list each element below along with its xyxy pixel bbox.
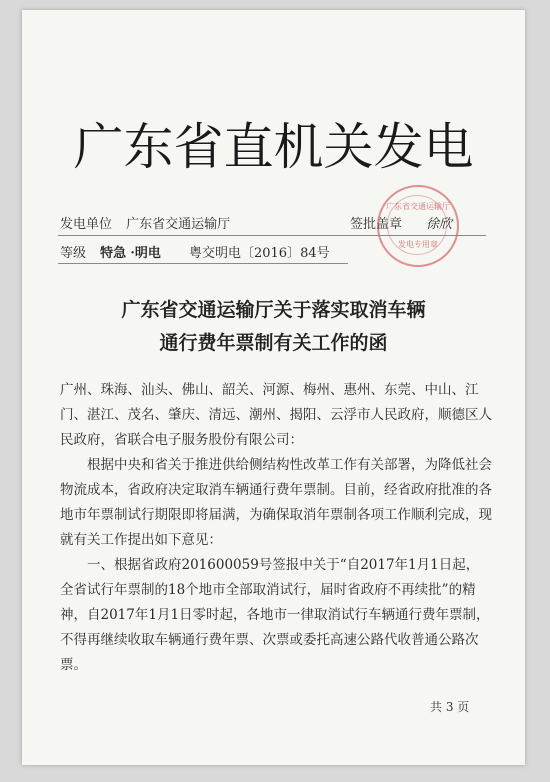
sender-label: 发电单位 — [60, 217, 113, 232]
sender-value: 广东省交通运输厅 — [126, 217, 231, 232]
document-page — [22, 10, 525, 765]
paragraph-2: 一、根据省政府201600059号签报中关于“自2017年1月1日起，全省试行年票制的18个地市全部取消试行，届时省政府不再续批”的精神，自2017年1月1日零时起，各地市一律取消试行车辆通行费年票制，不得再继续收取车辆通行费年票、次票或委托高速公路代收普通公路次票。 — [60, 557, 490, 673]
doc-title-line1: 广东省交通运输厅关于落实取消车辆 — [121, 299, 426, 321]
doc-title-line2: 通行费年票制有关工作的函 — [159, 332, 388, 354]
seal-text-top: 广东省交通运输厅 — [386, 202, 450, 211]
meta-divider-1 — [58, 235, 486, 236]
paragraph-1: 根据中央和省关于推进供给侧结构性改革工作有关部署，为降低社会物流成本，省政府决定取消车辆通行费年票制。目前，经省政府批准的各地市年票制试行期限即将届满，为确保取消年票制各项工作顺利完成，现就有关工作提出如下意见： — [60, 457, 492, 548]
sender-row — [60, 213, 240, 232]
page-count: 共 3 页 — [430, 700, 470, 714]
grade-type: ·明电 — [130, 246, 161, 261]
recipients: 广州、珠海、汕头、佛山、韶关、河源、梅州、惠州、东莞、中山、江门、湛江、茂名、肇庆、清远、潮州、揭阳、云浮市人民政府，顺德区人民政府，省联合电子服务股份有限公司： — [60, 382, 492, 448]
doc-number: 粤交明电〔2016〕84号 — [188, 246, 330, 261]
seal-text-bottom: 发电专用章 — [398, 240, 438, 249]
grade-label: 等级 — [60, 246, 87, 261]
sign-label: 签批盖章 — [350, 217, 403, 232]
header-title: 广东省直机关发电 — [73, 118, 474, 176]
grade-value: 特急 — [100, 246, 127, 261]
document-body — [60, 378, 492, 678]
signer-name: 徐欣 — [426, 217, 453, 232]
grade-row — [60, 242, 340, 261]
meta-divider-2 — [58, 263, 348, 264]
